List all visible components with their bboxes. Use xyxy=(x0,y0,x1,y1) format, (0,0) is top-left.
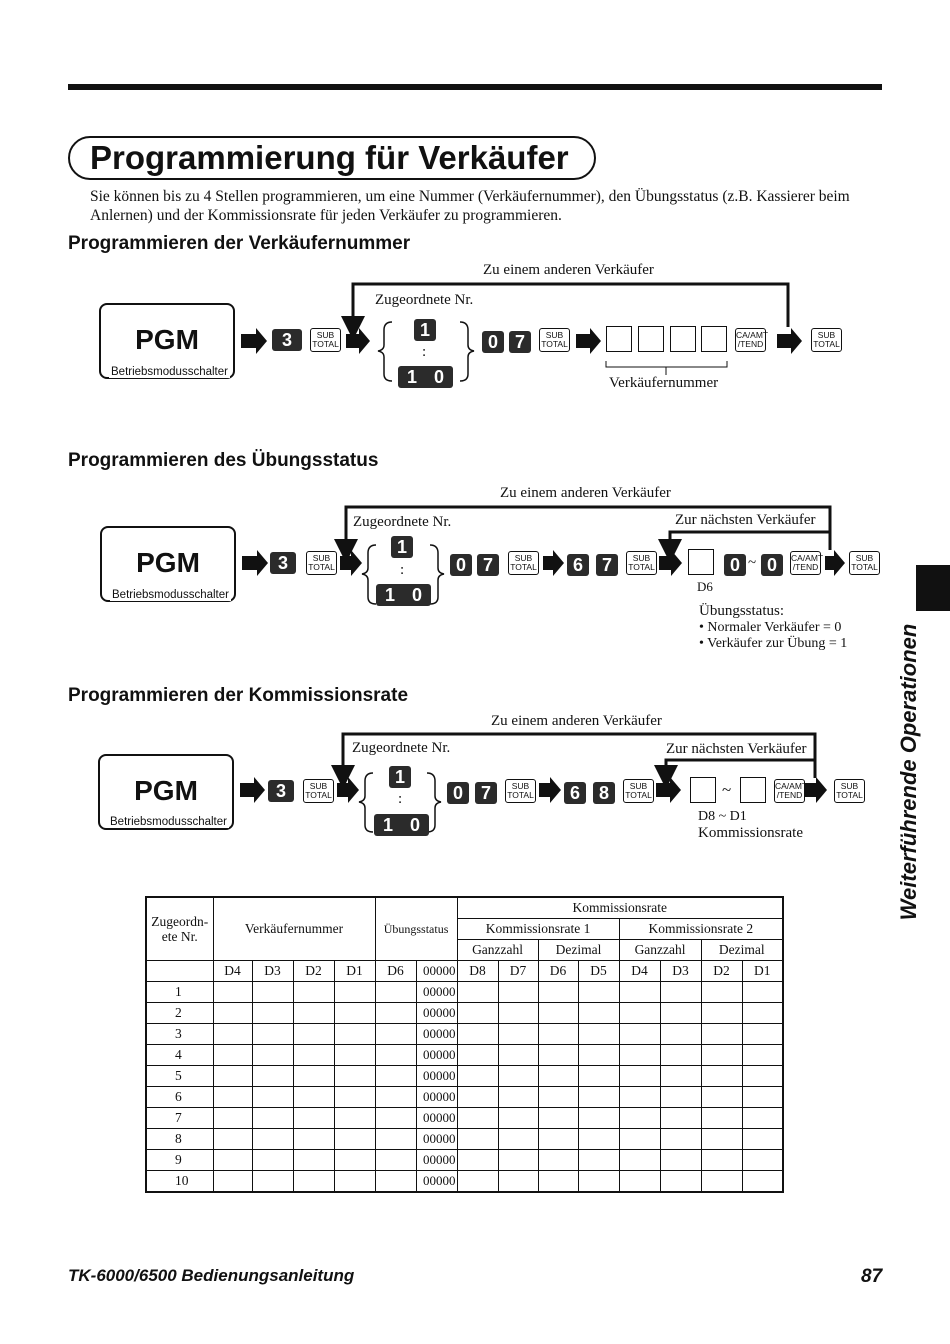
entry-digit-box[interactable] xyxy=(606,326,632,352)
header-status: Übungsstatus xyxy=(375,897,457,961)
table-cell xyxy=(213,1045,252,1066)
digit-range-label: D8 ~ D1 xyxy=(698,809,747,824)
table-cell xyxy=(334,1024,375,1045)
header-decimal-2: Dezimal xyxy=(701,940,783,961)
table-cell xyxy=(498,1150,538,1171)
table-cell xyxy=(293,1066,334,1087)
table-body xyxy=(146,982,783,1193)
row-number: 8 xyxy=(146,1129,213,1150)
status-normal: • Normaler Verkäufer = 0 xyxy=(699,620,842,635)
status-training: • Verkäufer zur Übung = 1 xyxy=(699,636,848,651)
row-number: 3 xyxy=(146,1024,213,1045)
subtotal-key[interactable] xyxy=(310,328,341,352)
subtotal-key-total: TOTAL xyxy=(308,562,335,572)
row-number: 4 xyxy=(146,1045,213,1066)
table-cell xyxy=(578,1024,619,1045)
table-row xyxy=(146,1003,783,1024)
table-cell xyxy=(660,1045,701,1066)
table-row xyxy=(146,1045,783,1066)
key-10[interactable]: 1 0 xyxy=(398,366,453,388)
table-cell xyxy=(660,1171,701,1193)
subtotal-key-sub: SUB xyxy=(316,330,335,340)
key-8[interactable]: 8 xyxy=(593,782,615,804)
rate-label: Kommissionsrate xyxy=(698,825,803,841)
table-cell xyxy=(701,1024,742,1045)
table-cell xyxy=(538,982,578,1003)
subtotal-key-total: TOTAL xyxy=(541,339,568,349)
key-3[interactable]: 3 xyxy=(270,552,296,574)
number-label: Verkäufernummer xyxy=(609,375,719,391)
subtotal-key-sub: SUB xyxy=(632,553,651,563)
table-cell xyxy=(619,1171,660,1193)
mode-switch-caption: Betriebsmodusschalter xyxy=(111,366,228,378)
subtotal-key-sub: SUB xyxy=(629,781,648,791)
row-status-fill: 00000 xyxy=(416,1129,457,1150)
table-cell xyxy=(457,1003,498,1024)
table-cell xyxy=(742,1003,783,1024)
table-cell xyxy=(457,1066,498,1087)
digit-header-row xyxy=(146,961,783,982)
entry-digit-box[interactable] xyxy=(638,326,664,352)
digit-header: D7 xyxy=(498,961,538,982)
table-cell xyxy=(538,1045,578,1066)
table-cell xyxy=(375,1108,416,1129)
table-cell xyxy=(457,1045,498,1066)
table-cell xyxy=(701,1129,742,1150)
table-cell xyxy=(660,1066,701,1087)
table-cell xyxy=(498,1108,538,1129)
subtotal-key-total: TOTAL xyxy=(628,562,655,572)
table-cell xyxy=(375,1066,416,1087)
table-cell xyxy=(538,1171,578,1193)
digit-header: D8 xyxy=(457,961,498,982)
table-cell xyxy=(293,1108,334,1129)
side-chapter-text: Weiterführende Operationen xyxy=(896,623,921,921)
entry-digit-box[interactable] xyxy=(690,777,716,803)
table-cell xyxy=(538,1108,578,1129)
subtotal-key-total: TOTAL xyxy=(836,790,863,800)
key-0[interactable]: 0 xyxy=(761,554,783,576)
row-number: 1 xyxy=(146,982,213,1003)
subtotal-key-total: TOTAL xyxy=(510,562,537,572)
row-number: 2 xyxy=(146,1003,213,1024)
digit-header: D3 xyxy=(660,961,701,982)
subtotal-key[interactable] xyxy=(303,779,334,803)
table-row xyxy=(146,982,783,1003)
entry-digit-box[interactable] xyxy=(740,777,766,803)
table-row xyxy=(146,1024,783,1045)
page-title: Programmierung für Verkäufer xyxy=(68,136,596,180)
row-number: 6 xyxy=(146,1087,213,1108)
subtotal-key-sub: SUB xyxy=(312,553,331,563)
subtotal-key-sub: SUB xyxy=(514,553,533,563)
table-cell xyxy=(293,1171,334,1193)
table-cell xyxy=(578,982,619,1003)
table-cell xyxy=(457,1171,498,1193)
table-cell xyxy=(619,1066,660,1087)
table-row xyxy=(146,1108,783,1129)
status-fill-header: 00000 xyxy=(416,961,457,982)
row-number: 5 xyxy=(146,1066,213,1087)
table-cell xyxy=(498,1024,538,1045)
table-cell xyxy=(334,1150,375,1171)
key-0[interactable]: 0 xyxy=(450,554,472,576)
digit-header: D1 xyxy=(742,961,783,982)
section3-loop-label: Zu einem anderen Verkäufer xyxy=(491,713,662,729)
subtotal-key-total: TOTAL xyxy=(813,339,840,349)
subtotal-key-total: TOTAL xyxy=(851,562,878,572)
table-cell xyxy=(293,1129,334,1150)
table-cell xyxy=(742,1108,783,1129)
table-cell xyxy=(334,1003,375,1024)
section3-heading: Programmieren der Kommissionsrate xyxy=(68,685,409,706)
subtotal-key-sub: SUB xyxy=(840,781,859,791)
row-status-fill: 00000 xyxy=(416,1003,457,1024)
table-cell xyxy=(213,1003,252,1024)
table-cell xyxy=(334,1066,375,1087)
table-cell xyxy=(457,1108,498,1129)
ca-amt-tend-key[interactable] xyxy=(735,328,769,352)
row-number: 9 xyxy=(146,1150,213,1171)
table-cell xyxy=(334,1108,375,1129)
table-cell xyxy=(578,1045,619,1066)
table-cell xyxy=(742,1087,783,1108)
table-cell xyxy=(252,1024,293,1045)
table-cell xyxy=(293,1087,334,1108)
ca-amt-label: CA/AMT xyxy=(775,781,808,791)
subtotal-key[interactable] xyxy=(623,779,654,803)
table-cell xyxy=(578,1066,619,1087)
digit-header: D1 xyxy=(334,961,375,982)
digit-d6-label: D6 xyxy=(697,579,713,594)
status-title: Übungsstatus: xyxy=(699,603,785,619)
range-colon: : xyxy=(422,344,427,360)
table-cell xyxy=(742,1066,783,1087)
table-cell xyxy=(457,1024,498,1045)
table-cell xyxy=(701,1045,742,1066)
header-assigned-line1: Zugeordn- xyxy=(151,914,209,929)
table-cell xyxy=(498,982,538,1003)
section1-heading: Programmieren der Verkäufernummer xyxy=(68,233,411,254)
range-colon: : xyxy=(398,791,403,807)
table-cell xyxy=(252,1129,293,1150)
header-number: Verkäufernummer xyxy=(213,897,375,961)
tend-label: /TEND xyxy=(792,562,819,572)
table-cell xyxy=(578,1087,619,1108)
table-cell xyxy=(498,1087,538,1108)
table-cell xyxy=(701,1003,742,1024)
subtotal-key-sub: SUB xyxy=(511,781,530,791)
table-cell xyxy=(742,1045,783,1066)
table-cell xyxy=(619,982,660,1003)
table-cell xyxy=(252,1087,293,1108)
subtotal-key-total: TOTAL xyxy=(507,790,534,800)
table-cell xyxy=(213,1171,252,1193)
section2-heading: Programmieren des Übungsstatus xyxy=(68,450,379,471)
table-row xyxy=(146,1129,783,1150)
digit-header: D2 xyxy=(701,961,742,982)
key-6[interactable]: 6 xyxy=(564,782,586,804)
entry-digit-box[interactable] xyxy=(670,326,696,352)
table-cell xyxy=(742,1129,783,1150)
table-cell xyxy=(252,1108,293,1129)
row-status-fill: 00000 xyxy=(416,1150,457,1171)
table-cell xyxy=(293,1045,334,1066)
table-cell xyxy=(619,1024,660,1045)
row-status-fill: 00000 xyxy=(416,1024,457,1045)
table-cell xyxy=(334,982,375,1003)
table-cell xyxy=(660,1024,701,1045)
table-cell xyxy=(538,1024,578,1045)
key-7[interactable]: 7 xyxy=(596,554,618,576)
header-integer-2: Ganzzahl xyxy=(619,940,701,961)
table-cell xyxy=(457,1087,498,1108)
table-cell xyxy=(375,1171,416,1193)
key-3[interactable]: 3 xyxy=(268,780,294,802)
header-integer-1: Ganzzahl xyxy=(457,940,538,961)
key-3[interactable]: 3 xyxy=(272,329,302,351)
pgm-label: PGM xyxy=(136,547,200,578)
mode-switch-caption: Betriebsmodusschalter xyxy=(112,589,229,601)
digit-header: D6 xyxy=(375,961,416,982)
key-10[interactable]: 1 0 xyxy=(376,584,431,606)
digit-header: D3 xyxy=(252,961,293,982)
pgm-label: PGM xyxy=(134,775,198,806)
section3-next-label: Zur nächsten Verkäufer xyxy=(666,741,807,757)
table-cell xyxy=(375,1045,416,1066)
row-number: 10 xyxy=(146,1171,213,1193)
table-cell xyxy=(538,1129,578,1150)
table-cell xyxy=(578,1171,619,1193)
tend-label: /TEND xyxy=(776,790,803,800)
table-cell xyxy=(213,1129,252,1150)
header-rate1: Kommissionsrate 1 xyxy=(457,919,619,940)
table-cell xyxy=(742,1171,783,1193)
key-0[interactable]: 0 xyxy=(724,554,746,576)
subtotal-key-sub: SUB xyxy=(545,330,564,340)
section2-loop-label: Zu einem anderen Verkäufer xyxy=(500,485,671,501)
subtotal-key[interactable] xyxy=(849,551,880,575)
table-cell xyxy=(619,1129,660,1150)
digit-header: D2 xyxy=(293,961,334,982)
table-cell xyxy=(578,1150,619,1171)
key-7[interactable]: 7 xyxy=(509,331,531,353)
row-status-fill: 00000 xyxy=(416,1087,457,1108)
table-cell xyxy=(498,1171,538,1193)
table-row xyxy=(146,1171,783,1193)
key-7[interactable]: 7 xyxy=(477,554,499,576)
row-status-fill: 00000 xyxy=(416,1045,457,1066)
table-cell xyxy=(334,1171,375,1193)
tend-label: /TEND xyxy=(737,339,764,349)
subtotal-key[interactable] xyxy=(539,328,570,352)
chapter-tab xyxy=(916,565,950,611)
table-cell xyxy=(701,1150,742,1171)
table-cell xyxy=(701,1066,742,1087)
table-cell xyxy=(660,1108,701,1129)
ca-amt-label: CA/AMT xyxy=(736,330,769,340)
table-cell xyxy=(375,1087,416,1108)
table-cell xyxy=(252,982,293,1003)
table-cell xyxy=(252,1003,293,1024)
table-cell xyxy=(252,1045,293,1066)
section2-assigned-label: Zugeordnete Nr. xyxy=(353,514,452,530)
header-rate2: Kommissionsrate 2 xyxy=(619,919,783,940)
digit-header: D4 xyxy=(619,961,660,982)
ca-amt-tend-key[interactable] xyxy=(790,551,824,575)
table-cell xyxy=(457,1150,498,1171)
side-chapter-label xyxy=(896,622,932,922)
mode-switch-caption: Betriebsmodusschalter xyxy=(110,816,227,828)
table-cell xyxy=(457,982,498,1003)
table-cell xyxy=(213,1087,252,1108)
key-1[interactable]: 1 xyxy=(414,319,436,341)
table-cell xyxy=(375,1150,416,1171)
section3-assigned-label: Zugeordnete Nr. xyxy=(352,740,451,756)
key-0[interactable]: 0 xyxy=(447,782,469,804)
table-cell xyxy=(538,1087,578,1108)
table-cell xyxy=(660,982,701,1003)
table-cell xyxy=(619,1150,660,1171)
table-cell xyxy=(538,1066,578,1087)
header-rate: Kommissionsrate xyxy=(457,897,783,919)
footer-manual: TK-6000/6500 Bedienungsanleitung xyxy=(68,1266,355,1285)
row-status-fill: 00000 xyxy=(416,1066,457,1087)
table-row xyxy=(146,1066,783,1087)
subtotal-key-total: TOTAL xyxy=(312,339,339,349)
key-6[interactable]: 6 xyxy=(567,554,589,576)
ca-amt-tend-key[interactable] xyxy=(774,779,808,803)
entry-digit-box[interactable] xyxy=(688,549,714,575)
section1-assigned-label: Zugeordnete Nr. xyxy=(375,292,474,308)
table-row xyxy=(146,1150,783,1171)
row-number: 7 xyxy=(146,1108,213,1129)
table-cell xyxy=(334,1045,375,1066)
table-cell xyxy=(457,1129,498,1150)
table-cell xyxy=(498,1129,538,1150)
digit-header-empty xyxy=(146,961,213,982)
table-cell xyxy=(498,1066,538,1087)
table-cell xyxy=(213,1066,252,1087)
table-cell xyxy=(293,1150,334,1171)
table-cell xyxy=(252,1150,293,1171)
table-cell xyxy=(578,1129,619,1150)
subtotal-key-total: TOTAL xyxy=(625,790,652,800)
header-decimal-1: Dezimal xyxy=(538,940,619,961)
key-0[interactable]: 0 xyxy=(482,331,504,353)
row-status-fill: 00000 xyxy=(416,1108,457,1129)
table-cell xyxy=(578,1003,619,1024)
table-cell xyxy=(701,1108,742,1129)
key-7[interactable]: 7 xyxy=(475,782,497,804)
ca-amt-label: CA/AMT xyxy=(791,553,824,563)
key-1[interactable]: 1 xyxy=(391,536,413,558)
table-cell xyxy=(213,982,252,1003)
table-cell xyxy=(213,1108,252,1129)
table-cell xyxy=(660,1003,701,1024)
table-cell xyxy=(375,1129,416,1150)
row-status-fill: 00000 xyxy=(416,982,457,1003)
table-cell xyxy=(213,1150,252,1171)
table-cell xyxy=(498,1003,538,1024)
key-10[interactable]: 1 0 xyxy=(374,814,429,836)
table-cell xyxy=(701,1087,742,1108)
table-cell xyxy=(538,1150,578,1171)
salesperson-table xyxy=(145,896,784,1193)
section1-loop-label: Zu einem anderen Verkäufer xyxy=(483,262,654,278)
table-cell xyxy=(213,1024,252,1045)
subtotal-key-sub: SUB xyxy=(855,553,874,563)
subtotal-key[interactable] xyxy=(834,779,865,803)
header-assigned-nr xyxy=(146,897,213,961)
table-cell xyxy=(375,1024,416,1045)
digit-header: D6 xyxy=(538,961,578,982)
row-status-fill: 00000 xyxy=(416,1171,457,1193)
footer-page-number: 87 xyxy=(861,1266,883,1287)
table-cell xyxy=(334,1129,375,1150)
digit-header: D4 xyxy=(213,961,252,982)
table-cell xyxy=(619,1108,660,1129)
subtotal-key-sub: SUB xyxy=(817,330,836,340)
table-cell xyxy=(619,1045,660,1066)
table-cell xyxy=(701,1171,742,1193)
table-cell xyxy=(701,982,742,1003)
subtotal-key-sub: SUB xyxy=(309,781,328,791)
table-cell xyxy=(742,982,783,1003)
subtotal-key[interactable] xyxy=(306,551,337,575)
table-row xyxy=(146,1087,783,1108)
digit-header: D5 xyxy=(578,961,619,982)
table-cell xyxy=(742,1150,783,1171)
header-assigned-line2: ete Nr. xyxy=(161,929,198,944)
pgm-label: PGM xyxy=(135,324,199,355)
table-cell xyxy=(252,1066,293,1087)
table-cell xyxy=(619,1087,660,1108)
subtotal-key[interactable] xyxy=(811,328,842,352)
table-cell xyxy=(660,1129,701,1150)
table-cell xyxy=(742,1024,783,1045)
table-cell xyxy=(538,1003,578,1024)
table-cell xyxy=(293,1003,334,1024)
range-colon: : xyxy=(400,562,405,578)
table-cell xyxy=(578,1108,619,1129)
table-cell xyxy=(252,1171,293,1193)
table-cell xyxy=(375,982,416,1003)
table-cell xyxy=(293,1024,334,1045)
table-cell xyxy=(334,1087,375,1108)
section2-next-label: Zur nächsten Verkäufer xyxy=(675,512,816,528)
entry-digit-box[interactable] xyxy=(701,326,727,352)
table-cell xyxy=(660,1087,701,1108)
range-tilde: ~ xyxy=(748,555,757,571)
table-cell xyxy=(375,1003,416,1024)
table-cell xyxy=(619,1003,660,1024)
range-tilde: ~ xyxy=(722,780,732,799)
subtotal-key-total: TOTAL xyxy=(305,790,332,800)
subtotal-key[interactable] xyxy=(508,551,539,575)
intro-text: Sie können bis zu 4 Stellen programmieren, um eine Nummer (Verkäufernummer), den Übungsstatus (z.B. Kassierer beim Anlernen) und der Kommissionsrate für jeden Verkäufer zu programmieren. xyxy=(90,188,850,224)
subtotal-key[interactable] xyxy=(505,779,536,803)
table-cell xyxy=(660,1150,701,1171)
table-cell xyxy=(293,982,334,1003)
key-1[interactable]: 1 xyxy=(389,766,411,788)
table-cell xyxy=(498,1045,538,1066)
subtotal-key[interactable] xyxy=(626,551,657,575)
